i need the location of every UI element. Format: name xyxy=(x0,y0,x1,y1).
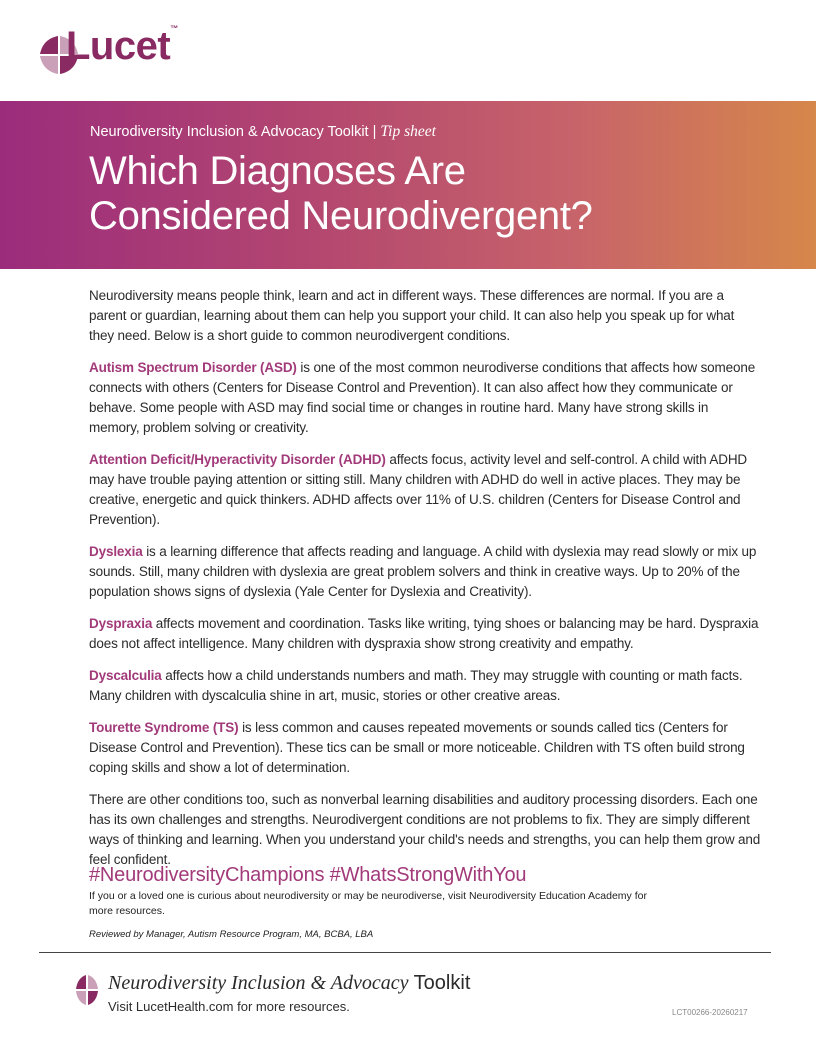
footer-visit-link[interactable]: Visit LucetHealth.com for more resources. xyxy=(108,999,350,1014)
intro-paragraph: Neurodiversity means people think, learn and act in different ways. These differences are normal. If you are a parent or guardian, learning about them can help you support your child. It can also help you speak up for what they need. Below is a short guide to common neurodivergent conditions. xyxy=(89,288,735,343)
main-content xyxy=(89,286,761,882)
condition-dyscalculia: Dyscalculia affects how a child understands numbers and math. They may struggle with counting or math facts. Many children with dyscalculia shine in art, music, stories or other creative areas. xyxy=(89,668,743,703)
visit-note: If you or a loved one is curious about neurodiversity or may be neurodiverse, visit Neurodiversity Education Academy for more resources. xyxy=(89,890,647,917)
footer-divider xyxy=(39,952,771,953)
condition-term: Dyscalculia xyxy=(89,668,162,683)
condition-term: Dyspraxia xyxy=(89,616,153,631)
lucet-footer-mark-icon xyxy=(76,975,98,1017)
condition-term: Tourette Syndrome (TS) xyxy=(89,720,239,735)
lucet-logo xyxy=(40,24,220,84)
condition-asd: Autism Spectrum Disorder (ASD) is one of the most common neurodiverse conditions that affects how someone connects with others (Centers for Disease Control and Prevention). It can also affect how they communicate or behave. Some people with ASD may find social time or changes in routine hard. Many have strong skills in memory, problem solving or creativity. xyxy=(89,360,756,435)
condition-term: Dyslexia xyxy=(89,544,143,559)
reviewed-by: Reviewed by Manager, Autism Resource Program, MA, BCBA, LBA xyxy=(89,929,374,940)
document-code: LCT00266-20260217 xyxy=(672,1008,748,1017)
brand-name: Lucet™ xyxy=(66,24,178,68)
condition-term: Attention Deficit/Hyperactivity Disorder (ADHD) xyxy=(89,452,386,467)
condition-term: Autism Spectrum Disorder (ASD) xyxy=(89,360,297,375)
condition-dyslexia: Dyslexia is a learning difference that affects reading and language. A child with dyslexia may read slowly or mix up sounds. Still, many children with dyslexia are great problem solvers and think in creative ways. Up to 20% of the population shows signs of dyslexia (Yale Center for Dyslexia and Creativity). xyxy=(89,544,757,599)
hero-subtitle: Neurodiversity Inclusion & Advocacy Toolkit | Tip sheet xyxy=(90,123,436,140)
closing-paragraph: There are other conditions too, such as nonverbal learning disabilities and auditory processing disorders. Each one has its own challenges and strengths. Neurodivergent conditions are not problems to fix. They are simply different ways of thinking and learning. When you understand your child's needs and strengths, you can help them grow and feel confident. xyxy=(89,792,761,867)
page-title: Which Diagnoses Are Considered Neurodivergent? xyxy=(89,149,593,238)
footer-toolkit-title: Neurodiversity Inclusion & Advocacy Toolkit xyxy=(108,972,471,994)
hashtags: #NeurodiversityChampions #WhatsStrongWithYou xyxy=(89,864,527,886)
condition-tourette: Tourette Syndrome (TS) is less common and causes repeated movements or sounds called tics (Centers for Disease Control and Prevention). These tics can be small or more noticeable. Children with TS often build strong coping skills and show a lot of determination. xyxy=(89,720,745,775)
condition-dyspraxia: Dyspraxia affects movement and coordination. Tasks like writing, tying shoes or balancing may be hard. Dyspraxia does not affect intelligence. Many children with dyspraxia show strong creativity and empathy. xyxy=(89,616,759,651)
hero-banner xyxy=(0,101,816,269)
condition-adhd: Attention Deficit/Hyperactivity Disorder (ADHD) affects focus, activity level and self-control. A child with ADHD may have trouble paying attention or sitting still. Many children with ADHD do well in active places. They may be creative, energetic and quick thinkers. ADHD affects over 11% of U.S. children (Centers for Disease Control and Prevention). xyxy=(89,452,748,527)
